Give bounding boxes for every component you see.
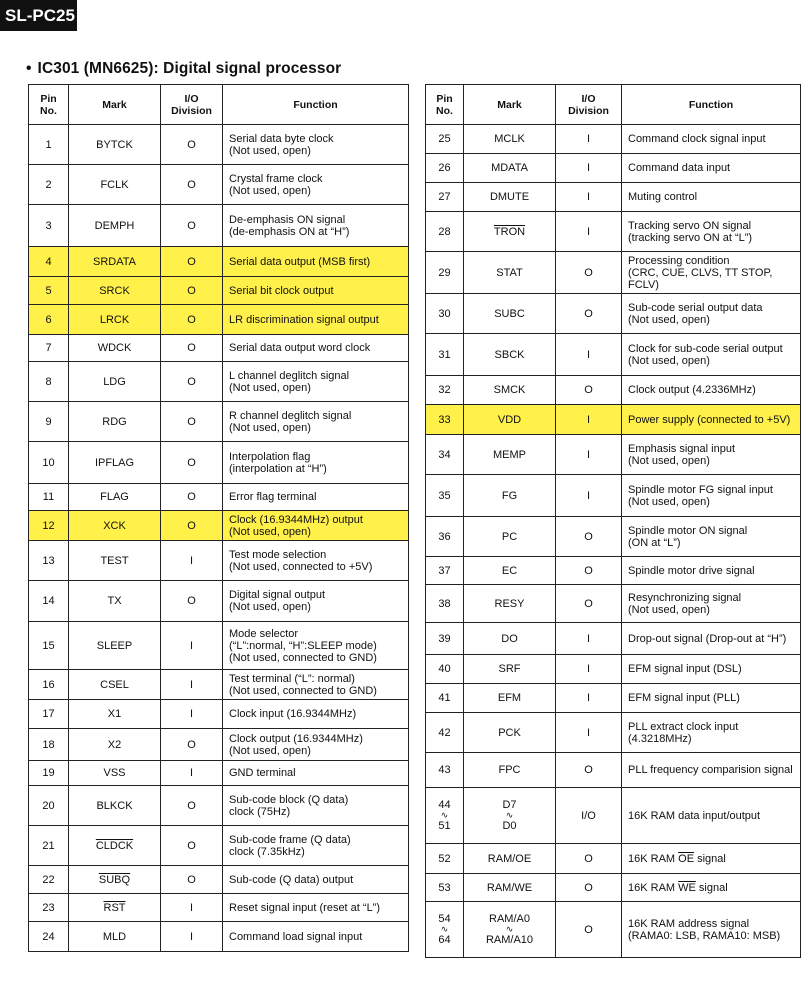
io-division: I: [556, 405, 622, 435]
pin-number: 37: [426, 557, 464, 585]
pin-mark: PC: [464, 517, 556, 557]
pin-function: 16K RAM address signal (RAMA0: LSB, RAMA10: MSB): [622, 902, 801, 958]
io-division: O: [161, 581, 223, 622]
io-division: O: [161, 484, 223, 511]
pin-mark: $\overline{RST}$: [69, 894, 161, 922]
pin-function: Sub-code block (Q data) clock (75Hz): [223, 786, 409, 826]
pin-number: 26: [426, 154, 464, 183]
pin-mark: SMCK: [464, 376, 556, 405]
table-row: [29, 484, 409, 511]
pin-mark: BYTCK: [69, 125, 161, 165]
io-division: I: [161, 922, 223, 952]
table-row: [29, 165, 409, 205]
io-division: I: [161, 670, 223, 700]
io-division: I: [556, 655, 622, 684]
table-row: [29, 402, 409, 442]
pin-number: 9: [29, 402, 69, 442]
pin-number: 27: [426, 183, 464, 212]
pin-mark: EC: [464, 557, 556, 585]
pin-function: L channel deglitch signal (Not used, open): [223, 362, 409, 402]
pin-number: 22: [29, 866, 69, 894]
io-division: I: [556, 334, 622, 376]
table-row: [29, 866, 409, 894]
pin-number: 53: [426, 874, 464, 902]
pin-mark: MEMP: [464, 435, 556, 475]
pin-number: 32: [426, 376, 464, 405]
pin-mark: TX: [69, 581, 161, 622]
pin-number: 30: [426, 294, 464, 334]
table-row: [426, 655, 801, 684]
pin-function: PLL extract clock input (4.3218MHz): [622, 713, 801, 753]
table-row: [29, 277, 409, 305]
io-division: O: [161, 729, 223, 761]
pin-mark: IPFLAG: [69, 442, 161, 484]
pin-number: 34: [426, 435, 464, 475]
pin-number: 4: [29, 247, 69, 277]
pin-number: 38: [426, 585, 464, 623]
table-row: [426, 376, 801, 405]
pin-mark: CSEL: [69, 670, 161, 700]
pin-function: De-emphasis ON signal (de-emphasis ON at “H”): [223, 205, 409, 247]
table-row: [29, 335, 409, 362]
pin-function: Interpolation flag (interpolation at “H”): [223, 442, 409, 484]
io-division: I: [161, 894, 223, 922]
pin-mark: WDCK: [69, 335, 161, 362]
pin-mark: FG: [464, 475, 556, 517]
pin-function: Command data input: [622, 154, 801, 183]
table-row: [426, 475, 801, 517]
table-row: [29, 826, 409, 866]
io-division: I: [556, 154, 622, 183]
table-row: [426, 252, 801, 294]
io-division: O: [161, 402, 223, 442]
header-function: Function: [223, 85, 409, 125]
pin-number: 18: [29, 729, 69, 761]
pin-number: 17: [29, 700, 69, 729]
table-row: [426, 183, 801, 212]
pin-mark: TEST: [69, 541, 161, 581]
table-row: [426, 874, 801, 902]
pin-function: Command load signal input: [223, 922, 409, 952]
table-row: [29, 305, 409, 335]
pin-function: Crystal frame clock (Not used, open): [223, 165, 409, 205]
pin-number: 10: [29, 442, 69, 484]
pin-number: 14: [29, 581, 69, 622]
pin-function: Test mode selection (Not used, connected to +5V): [223, 541, 409, 581]
table-row: [29, 786, 409, 826]
table-row: [29, 670, 409, 700]
header-io-division: I/O Division: [161, 85, 223, 125]
pin-number: 36: [426, 517, 464, 557]
pin-function: Serial bit clock output: [223, 277, 409, 305]
pin-number: 12: [29, 511, 69, 541]
table-row: [426, 154, 801, 183]
pin-mark: D7 ∿ D0: [464, 788, 556, 844]
pin-number: 3: [29, 205, 69, 247]
table-row: [426, 844, 801, 874]
pin-mark: DEMPH: [69, 205, 161, 247]
io-division: O: [556, 557, 622, 585]
pin-number: 7: [29, 335, 69, 362]
header-mark: Mark: [464, 85, 556, 125]
pin-mark: SBCK: [464, 334, 556, 376]
io-division: O: [556, 753, 622, 788]
pin-mark: SRDATA: [69, 247, 161, 277]
pin-mark: DMUTE: [464, 183, 556, 212]
pin-function: Power supply (connected to +5V): [622, 405, 801, 435]
pin-mark: SUBQ: [69, 866, 161, 894]
pin-function: EFM signal input (PLL): [622, 684, 801, 713]
table-row: [426, 902, 801, 958]
io-division: O: [161, 866, 223, 894]
pin-number: 15: [29, 622, 69, 670]
io-division: I: [556, 125, 622, 154]
pin-function: Reset signal input (reset at “L”): [223, 894, 409, 922]
io-division: O: [556, 874, 622, 902]
io-division: O: [161, 205, 223, 247]
pin-number: 28: [426, 212, 464, 252]
pin-table-left: [28, 84, 409, 952]
header-function: Function: [622, 85, 801, 125]
pin-number: 33: [426, 405, 464, 435]
table-row: [426, 125, 801, 154]
pin-number: 29: [426, 252, 464, 294]
pin-mark: CLDCK: [69, 826, 161, 866]
pin-mark: FPC: [464, 753, 556, 788]
table-row: [426, 557, 801, 585]
pin-mark: RAM/WE: [464, 874, 556, 902]
pin-mark: XCK: [69, 511, 161, 541]
pin-function: Test terminal (“L”: normal) (Not used, connected to GND): [223, 670, 409, 700]
pin-number: 19: [29, 761, 69, 786]
pin-mark: SRF: [464, 655, 556, 684]
pin-function: Clock (16.9344MHz) output (Not used, open): [223, 511, 409, 541]
pin-function: GND terminal: [223, 761, 409, 786]
table-row: [426, 623, 801, 655]
pin-mark: VSS: [69, 761, 161, 786]
table-row: [426, 212, 801, 252]
io-division: I: [161, 622, 223, 670]
pin-function: PLL frequency comparision signal: [622, 753, 801, 788]
pin-number: 41: [426, 684, 464, 713]
io-division: O: [556, 517, 622, 557]
pin-mark: SLEEP: [69, 622, 161, 670]
table-row: [426, 294, 801, 334]
table-row: [426, 788, 801, 844]
pin-number: 2: [29, 165, 69, 205]
table-row: [426, 753, 801, 788]
pin-number: 23: [29, 894, 69, 922]
pin-function: Serial data output (MSB first): [223, 247, 409, 277]
pin-function: Emphasis signal input (Not used, open): [622, 435, 801, 475]
table-row: [29, 205, 409, 247]
table-row: [29, 442, 409, 484]
pin-function: Digital signal output (Not used, open): [223, 581, 409, 622]
io-division: O: [556, 294, 622, 334]
pin-mark: RAM/A0 ∿ RAM/A10: [464, 902, 556, 958]
table-row: [426, 517, 801, 557]
pin-mark: LDG: [69, 362, 161, 402]
table-row: [29, 247, 409, 277]
table-row: [426, 585, 801, 623]
pin-number: 5: [29, 277, 69, 305]
pin-function: Command clock signal input: [622, 125, 801, 154]
table-row: [29, 511, 409, 541]
pin-number: 1: [29, 125, 69, 165]
io-division: O: [161, 305, 223, 335]
pin-function: Processing condition (CRC, CUE, CLVS, TT STOP, FCLV): [622, 252, 801, 294]
table-row: [29, 125, 409, 165]
io-division: O: [161, 362, 223, 402]
io-division: I: [556, 212, 622, 252]
table-row: [29, 922, 409, 952]
pin-number: 39: [426, 623, 464, 655]
pin-function: LR discrimination signal output: [223, 305, 409, 335]
title-bullet: •: [26, 60, 32, 77]
io-division: O: [161, 442, 223, 484]
pin-table-right-body: [426, 125, 801, 958]
pin-function: Error flag terminal: [223, 484, 409, 511]
pin-function: Spindle motor ON signal (ON at “L”): [622, 517, 801, 557]
pin-mark: SUBC: [464, 294, 556, 334]
header-pin-no: Pin No.: [29, 85, 69, 125]
pin-mark: RESY: [464, 585, 556, 623]
table-row: [29, 622, 409, 670]
pin-mark: EFM: [464, 684, 556, 713]
pin-number: 25: [426, 125, 464, 154]
io-division: O: [161, 511, 223, 541]
io-division: I: [556, 684, 622, 713]
header-pin-no: Pin No.: [426, 85, 464, 125]
table-row: [426, 684, 801, 713]
io-division: O: [161, 277, 223, 305]
title-text: IC301 (MN6625): Digital signal processor: [37, 60, 342, 77]
pin-function: Clock output (16.9344MHz) (Not used, open): [223, 729, 409, 761]
io-division: I: [556, 713, 622, 753]
pin-number: 20: [29, 786, 69, 826]
io-division: O: [161, 786, 223, 826]
pin-function: 16K RAM $\overline{OE}$ signal: [622, 844, 801, 874]
table-row: [29, 362, 409, 402]
pin-mark: MDATA: [464, 154, 556, 183]
pin-table-right: [425, 84, 801, 958]
pin-function: Clock output (4.2336MHz): [622, 376, 801, 405]
pin-function: Clock for sub-code serial output (Not used, open): [622, 334, 801, 376]
io-division: O: [556, 376, 622, 405]
pin-mark: X2: [69, 729, 161, 761]
pin-mark: RAM/OE: [464, 844, 556, 874]
io-division: O: [161, 826, 223, 866]
table-row: [426, 713, 801, 753]
pin-function: R channel deglitch signal (Not used, open): [223, 402, 409, 442]
table-row: [426, 405, 801, 435]
pin-number: 54 ∿ 64: [426, 902, 464, 958]
io-division: O: [161, 165, 223, 205]
pin-mark: LRCK: [69, 305, 161, 335]
pin-function: Serial data byte clock (Not used, open): [223, 125, 409, 165]
pin-function: EFM signal input (DSL): [622, 655, 801, 684]
table-row: [29, 761, 409, 786]
pin-mark: FCLK: [69, 165, 161, 205]
pin-mark: STAT: [464, 252, 556, 294]
pin-function: Spindle motor drive signal: [622, 557, 801, 585]
pin-mark: VDD: [464, 405, 556, 435]
io-division: O: [161, 125, 223, 165]
pin-function: Mode selector (“L”:normal, “H”:SLEEP mode) (Not used, connected to GND): [223, 622, 409, 670]
pin-number: 24: [29, 922, 69, 952]
header-io-division: I/O Division: [556, 85, 622, 125]
table-row: [29, 700, 409, 729]
pin-number: 11: [29, 484, 69, 511]
io-division: I: [556, 623, 622, 655]
pin-number: 44 ∿ 51: [426, 788, 464, 844]
pin-function: Tracking servo ON signal (tracking servo ON at “L”): [622, 212, 801, 252]
pin-number: 21: [29, 826, 69, 866]
table-row: [29, 541, 409, 581]
model-tag: SL-PC25: [0, 0, 77, 31]
pin-function: Resynchronizing signal (Not used, open): [622, 585, 801, 623]
io-division: I: [556, 435, 622, 475]
io-division: I: [556, 183, 622, 212]
pin-mark: MLD: [69, 922, 161, 952]
pin-number: 6: [29, 305, 69, 335]
pin-function: 16K RAM $\overline{WE}$ signal: [622, 874, 801, 902]
io-division: O: [556, 902, 622, 958]
pin-number: 35: [426, 475, 464, 517]
pin-number: 8: [29, 362, 69, 402]
pin-function: Sub-code frame (Q data) clock (7.35kHz): [223, 826, 409, 866]
table-row: [426, 334, 801, 376]
pin-mark: RDG: [69, 402, 161, 442]
pin-mark: BLKCK: [69, 786, 161, 826]
pin-function: Drop-out signal (Drop-out at “H”): [622, 623, 801, 655]
pin-mark: FLAG: [69, 484, 161, 511]
pin-number: 16: [29, 670, 69, 700]
pin-mark: TRON: [464, 212, 556, 252]
table-row: [426, 435, 801, 475]
pin-function: Spindle motor FG signal input (Not used, open): [622, 475, 801, 517]
pin-function: Muting control: [622, 183, 801, 212]
pin-number: 42: [426, 713, 464, 753]
header-mark: Mark: [69, 85, 161, 125]
pin-function: Sub-code (Q data) output: [223, 866, 409, 894]
table-row: [29, 581, 409, 622]
table-row: [29, 894, 409, 922]
pin-number: 31: [426, 334, 464, 376]
table-row: [29, 729, 409, 761]
pin-number: 40: [426, 655, 464, 684]
io-division: I: [161, 761, 223, 786]
pin-function: 16K RAM data input/output: [622, 788, 801, 844]
io-division: O: [556, 585, 622, 623]
pin-function: Clock input (16.9344MHz): [223, 700, 409, 729]
pin-mark: SRCK: [69, 277, 161, 305]
pin-mark: PCK: [464, 713, 556, 753]
io-division: I: [556, 475, 622, 517]
pin-number: 13: [29, 541, 69, 581]
io-division: I: [161, 700, 223, 729]
pin-number: 43: [426, 753, 464, 788]
io-division: O: [161, 335, 223, 362]
pin-mark: MCLK: [464, 125, 556, 154]
pin-function: Serial data output word clock: [223, 335, 409, 362]
pin-mark: X1: [69, 700, 161, 729]
io-division: O: [161, 247, 223, 277]
io-division: I: [161, 541, 223, 581]
page-title: [26, 60, 341, 78]
pin-number: 52: [426, 844, 464, 874]
pin-function: Sub-code serial output data (Not used, open): [622, 294, 801, 334]
io-division: O: [556, 844, 622, 874]
pin-mark: DO: [464, 623, 556, 655]
io-division: I/O: [556, 788, 622, 844]
io-division: O: [556, 252, 622, 294]
pin-table-left-body: [29, 125, 409, 952]
